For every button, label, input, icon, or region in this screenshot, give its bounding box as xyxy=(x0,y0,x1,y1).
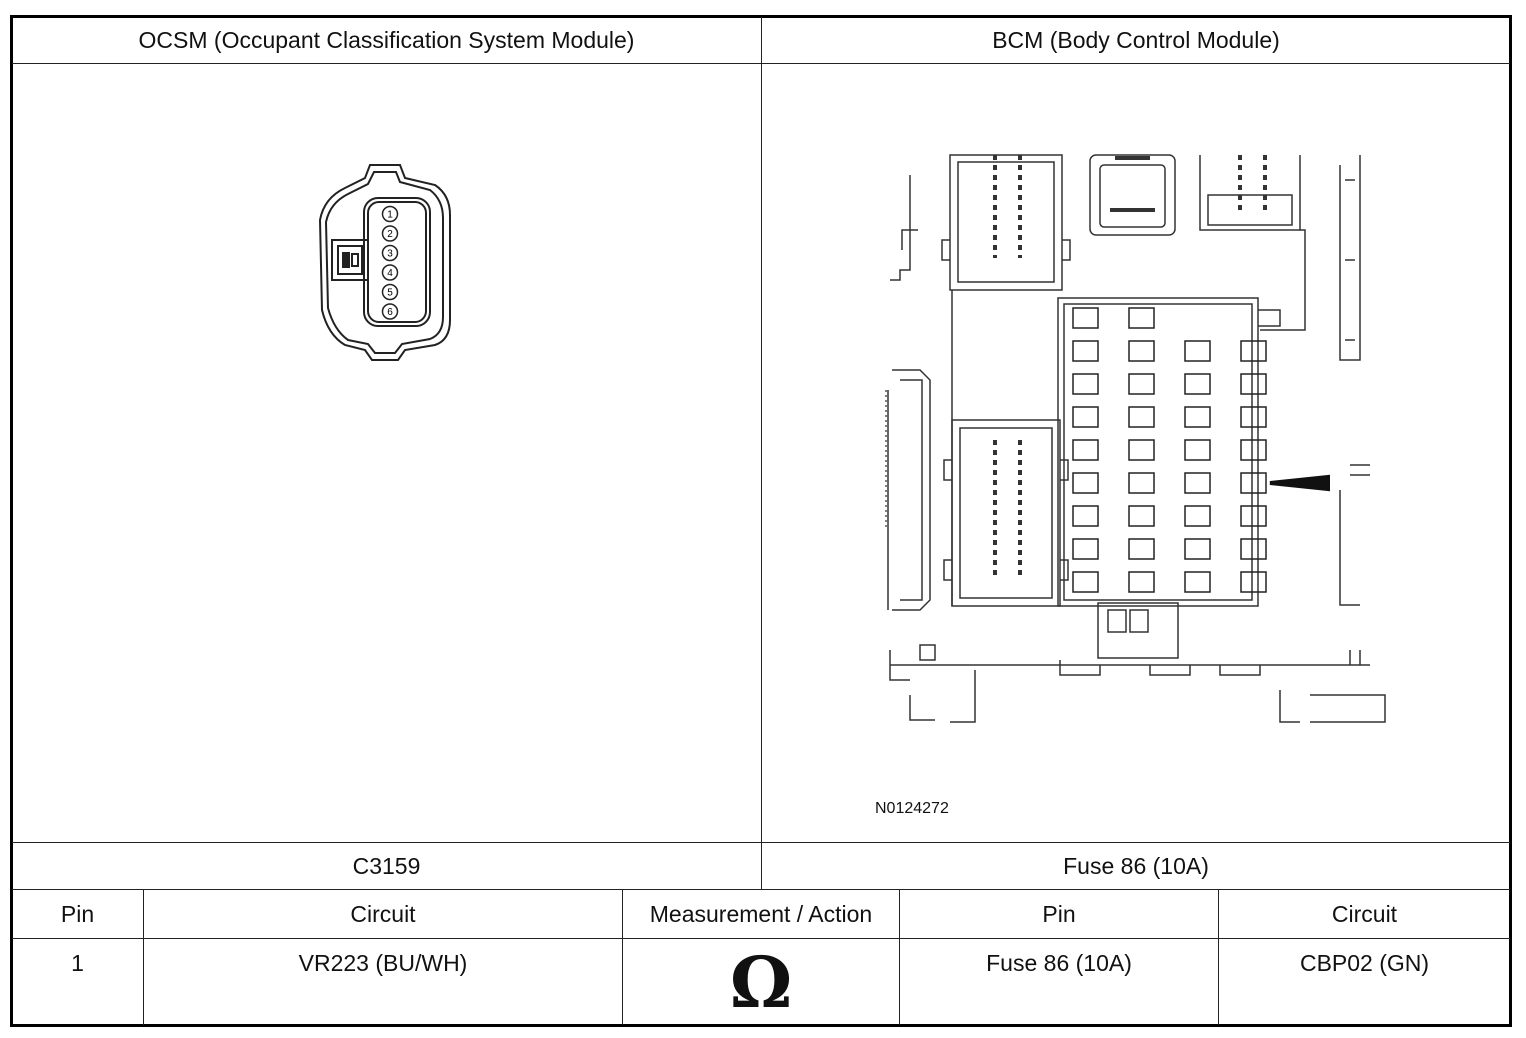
fuse-slot xyxy=(1241,572,1266,592)
col-header-pin-b: Pin xyxy=(1042,900,1076,927)
fuse-slot xyxy=(1185,506,1210,526)
col-header-measurement: Measurement / Action xyxy=(649,900,873,927)
fuse-slot xyxy=(1073,407,1098,427)
fuse-slot xyxy=(1185,572,1210,592)
row-pin-a: 1 xyxy=(71,950,84,976)
fuse-slot xyxy=(1185,407,1210,427)
fuse-slot xyxy=(1185,440,1210,460)
fuse-slot xyxy=(1129,539,1154,559)
pin-number: 1 xyxy=(387,209,393,221)
fuse-slot xyxy=(1073,539,1098,559)
fuse-slot xyxy=(1241,374,1266,394)
divider-modules xyxy=(761,17,762,890)
fuse-slot xyxy=(1073,506,1098,526)
fuse-slot xyxy=(1129,506,1154,526)
fuse-slot xyxy=(1241,440,1266,460)
fuse-slot xyxy=(1241,473,1266,493)
fuse-slot xyxy=(1241,407,1266,427)
fuse-slot xyxy=(1129,407,1154,427)
fuse-slot xyxy=(1073,473,1098,493)
fuse-slot xyxy=(1185,473,1210,493)
col-header-circuit-b: Circuit xyxy=(1331,900,1398,927)
fuse-slot xyxy=(1073,341,1098,361)
fuse-slot xyxy=(1185,539,1210,559)
row-circuit-a: VR223 (BU/WH) xyxy=(298,950,468,976)
row-pin-b: Fuse 86 (10A) xyxy=(986,950,1132,976)
fuse-slot xyxy=(1185,374,1210,394)
fuse-slot xyxy=(1129,572,1154,592)
fuse-slot xyxy=(1129,341,1154,361)
fuse-slot xyxy=(1241,341,1266,361)
ocsm-connector-pins xyxy=(370,200,410,330)
fuse-slot xyxy=(1073,374,1098,394)
col-header-circuit: Circuit xyxy=(350,900,416,927)
pin-number: 6 xyxy=(387,307,393,318)
pin-number: 2 xyxy=(387,229,393,240)
fuse-slot xyxy=(1129,473,1154,493)
fuse-slot xyxy=(1241,506,1266,526)
ohm-symbol: Ω xyxy=(729,940,793,1024)
fuse-slot xyxy=(1241,539,1266,559)
bcm-fusebox-drawing xyxy=(880,140,1400,740)
col-header-pin: Pin xyxy=(60,900,95,927)
right-connector-label: Fuse 86 (10A) xyxy=(1063,852,1209,879)
pin-number: 3 xyxy=(387,248,393,260)
left-connector-label: C3159 xyxy=(352,852,421,879)
fuse-slot xyxy=(1073,440,1098,460)
fuse-slot xyxy=(1129,440,1154,460)
bcm-header: BCM (Body Control Module) xyxy=(992,26,1280,53)
fuse-slot xyxy=(1073,572,1098,592)
pin-number: 4 xyxy=(387,268,393,279)
ocsm-header: OCSM (Occupant Classification System Module) xyxy=(138,26,635,53)
fuse-slot xyxy=(1129,374,1154,394)
row-circuit-b: CBP02 (GN) xyxy=(1299,950,1430,976)
fuse-slot xyxy=(1073,308,1098,328)
fuse-slot xyxy=(1185,341,1210,361)
target-fuse-arrow xyxy=(1270,477,1330,489)
pin-number: 5 xyxy=(387,287,393,299)
figure-id: N0124272 xyxy=(875,800,949,817)
fuse-slot xyxy=(1129,308,1154,328)
